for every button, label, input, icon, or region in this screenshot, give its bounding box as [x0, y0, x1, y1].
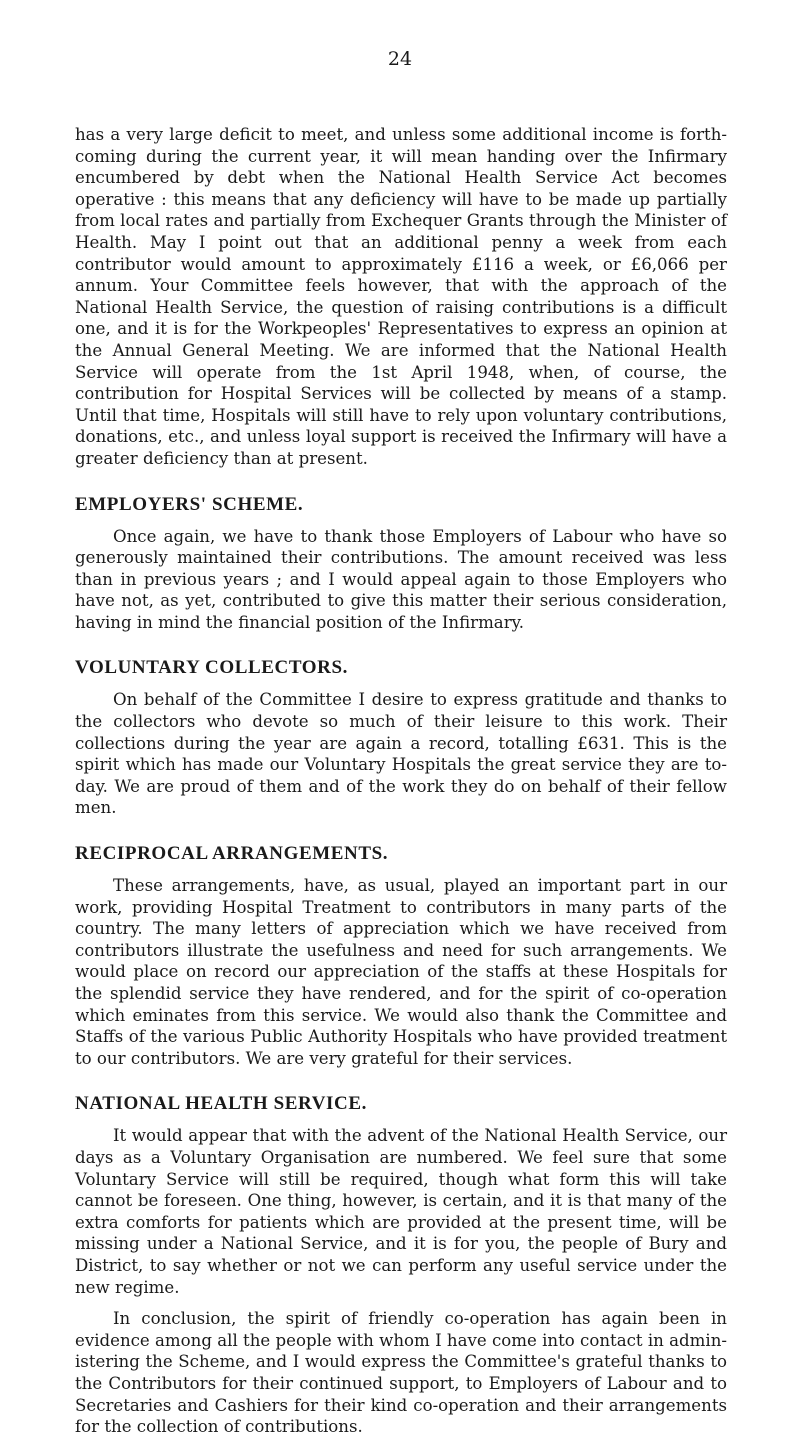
page-number: 24	[387, 48, 413, 70]
paragraph-employers-scheme: Once again, we have to thank those Employers of Labour who have so generously maintained their contributions. The amount received was less than in previous years ; and I would appeal again to those Employers who have not, as yet, contributed to give this matter their serious consideration, having in mind the financial position of the Infirmary.	[75, 526, 727, 632]
heading-reciprocal-arrangements: RECIPROCAL ARRANGEMENTS.	[75, 843, 389, 865]
paragraph-national-health-service: It would appear that with the advent of the National Health Service, our days as a Voluntary Organisation are numbered. We feel sure that some Voluntary Service will still be required, though what form this will take cannot be foreseen. One thing, however, is certain, and it is that many of the extra comforts for patients which are provided at the present time, will be missing under a National Service, and it is for you, the people of Bury and District, to say whether or not we can perform any useful service under the new regime.	[75, 1126, 727, 1297]
heading-employers-scheme: EMPLOYERS' SCHEME.	[75, 493, 304, 515]
paragraph-conclusion: In conclusion, the spirit of friendly co-operation has again been in evidence among all the people with whom I have come into contact in admin-istering the Scheme, and I would express the Committee's grateful thanks to the Contributors for their continued support, to Employers of Labour and to Secretaries and Cashiers for their kind co-operation and their arrangements for the collection of contributions.	[75, 1309, 727, 1437]
document-body	[75, 124, 727, 1438]
heading-national-health-service: NATIONAL HEALTH SERVICE.	[75, 1093, 367, 1115]
intro-paragraph: has a very large deficit to meet, and unless some additional income is forth-coming during the current year, it will mean handing over the Infirmary encumbered by debt when the National Health Service Act becomes operative : this means that any deficiency will have to be made up partially from local rates and partially from Exchequer Grants through the Minister of Health. May I point out that an additional penny a week from each contributor would amount to approximately £116 a week, or £6,066 per annum. Your Committee feels however, that with the approach of the National Health Service, the question of raising contributions is a difficult one, and it is for the Workpeoples' Representatives to express an opinion at the Annual General Meeting. We are informed that the National Health Service will operate from the 1st April 1948, when, of course, the contribution for Hospital Services will be collected by means of a stamp. Until that time, Hospitals will still have to rely upon voluntary contributions, donations, etc., and unless loyal support is received the Infirmary will have a greater deficiency than at present.	[75, 125, 727, 468]
heading-voluntary-collectors: VOLUNTARY COLLECTORS.	[75, 657, 349, 679]
paragraph-voluntary-collectors: On behalf of the Committee I desire to express gratitude and thanks to the collectors who devote so much of their leisure to this work. Their collections during the year are again a record, totalling £631. This is the spirit which has made our Voluntary Hospitals the great service they are to-day. We are proud of them and of the work they do on behalf of their fellow men.	[75, 690, 727, 818]
paragraph-reciprocal-arrangements: These arrangements, have, as usual, played an important part in our work, providing Hospital Treatment to contributors in many parts of the country. The many letters of appreciation which we have received from contributors illustrate the usefulness and need for such arrangements. We would place on record our appreciation of the staffs at these Hospitals for the splendid service they have rendered, and for the spirit of co-operation which eminates from this service. We would also thank the Committee and Staffs of the various Public Authority Hospitals who have provided treatment to our contributors. We are very grateful for their services.	[75, 876, 727, 1068]
